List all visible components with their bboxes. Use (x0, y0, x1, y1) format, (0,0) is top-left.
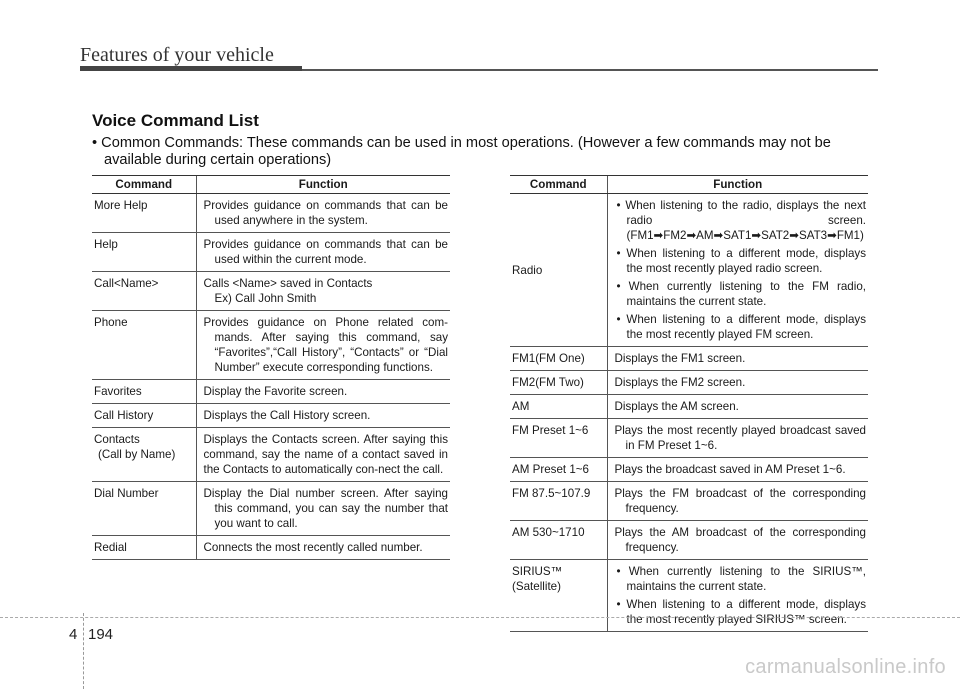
function-cell (607, 458, 868, 482)
function-example: Ex) Call John Smith (214, 292, 317, 305)
command-cell: Call History (92, 404, 196, 428)
table-row (510, 395, 868, 419)
intro-paragraph (92, 135, 882, 169)
table-row (510, 347, 868, 371)
function-cell (196, 404, 450, 428)
command-subtext: (Satellite) (512, 580, 561, 593)
command-text: Contacts (94, 433, 140, 446)
common-commands-table-left (92, 175, 450, 560)
function-text: Displays the FM1 screen. (614, 352, 746, 365)
table-row (92, 404, 450, 428)
function-text: Plays the FM broadcast of the corresponding frequency. (614, 487, 866, 515)
header-accent-bar (80, 66, 302, 71)
command-cell: AM 530~1710 (510, 521, 607, 560)
command-cell: FM1(FM One) (510, 347, 607, 371)
bullet-item: • When currently listening to the SIRIUS™, maintains the current state. (616, 565, 867, 593)
table-row (92, 233, 450, 272)
command-cell: AM (510, 395, 607, 419)
command-cell: More Help (92, 194, 196, 233)
function-text: Provides guidance on Phone related com-mands. After saying this command, say “Favorites”,“Call History”, “Contacts” or “Dial Number” execute corresponding functions. (203, 316, 448, 374)
function-text: Plays the AM broadcast of the corresponding frequency. (614, 526, 866, 554)
function-text: Calls <Name> saved in Contacts (203, 277, 373, 290)
function-cell (196, 428, 450, 482)
function-cell (196, 536, 450, 560)
page-header-title: Features of your vehicle (80, 44, 274, 66)
function-cell (607, 521, 868, 560)
function-cell (196, 311, 450, 380)
command-cell (92, 428, 196, 482)
function-text: Displays the FM2 screen. (614, 376, 746, 389)
bullet-item: • When currently listening to the FM radio, maintains the current state. (616, 280, 866, 308)
header-rule (302, 69, 878, 71)
table-row (510, 482, 868, 521)
command-cell (510, 560, 607, 632)
function-cell (607, 371, 868, 395)
section-title: Voice Command List (92, 111, 259, 130)
table-row (92, 380, 450, 404)
command-text: SIRIUS™ (512, 565, 563, 578)
command-cell: FM2(FM Two) (510, 371, 607, 395)
command-cell: Help (92, 233, 196, 272)
bullet-item: • When listening to a different mode, displays the most recently played FM screen. (616, 313, 866, 341)
function-cell (607, 419, 868, 458)
command-cell: Dial Number (92, 482, 196, 536)
function-cell (196, 380, 450, 404)
function-cell (196, 194, 450, 233)
function-text: Displays the AM screen. (614, 400, 739, 413)
function-text: Connects the most recently called number. (203, 541, 423, 554)
table-row (92, 194, 450, 233)
function-text: Displays the Call History screen. (203, 409, 371, 422)
command-cell: Phone (92, 311, 196, 380)
function-text: Plays the most recently played broadcast saved in FM Preset 1~6. (614, 424, 866, 452)
bullet-item: • When listening to the radio, displays the next radio screen. (FM1➡FM2➡AM➡SAT1➡SAT2➡SAT3➡FM1) (616, 199, 867, 242)
column-header-command: Command (92, 176, 196, 194)
intro-line-1: • Common Commands: These commands can be used in most operations. (However a few commands may not be (92, 135, 831, 151)
intro-line-2: available during certain operations) (104, 152, 332, 168)
table-row (510, 560, 868, 632)
command-cell: Redial (92, 536, 196, 560)
function-cell (607, 482, 868, 521)
table-row (92, 536, 450, 560)
function-cell (607, 194, 868, 347)
table-row (510, 371, 868, 395)
page-number: 194 (88, 626, 114, 643)
chapter-number: 4 (69, 626, 78, 643)
bullet-item: • When listening to a different mode, displays the most recently played radio screen. (616, 247, 866, 275)
column-header-function: Function (196, 176, 450, 194)
table-row (92, 482, 450, 536)
bullet-item: • When listening to a different mode, displays the most recently played SIRIUS™ screen. (616, 598, 866, 626)
function-text: Provides guidance on commands that can be used within the current mode. (203, 238, 448, 266)
function-cell (196, 482, 450, 536)
table-row (510, 521, 868, 560)
command-cell: Favorites (92, 380, 196, 404)
table-row (92, 272, 450, 311)
function-cell (196, 272, 450, 311)
table-header-row (92, 176, 450, 194)
column-header-command: Command (510, 176, 607, 194)
footer-rule (0, 617, 960, 618)
function-text: Display the Favorite screen. (203, 385, 348, 398)
command-cell: FM 87.5~107.9 (510, 482, 607, 521)
command-cell: Call<Name> (92, 272, 196, 311)
command-cell: FM Preset 1~6 (510, 419, 607, 458)
command-cell: Radio (510, 194, 607, 347)
command-cell: AM Preset 1~6 (510, 458, 607, 482)
table-row (510, 458, 868, 482)
watermark-text: carmanualsonline.info (745, 656, 946, 678)
table-row (510, 419, 868, 458)
footer-divider (83, 613, 84, 689)
function-text: Displays the Contacts screen. After saying this command, say the name of a contact saved in the Contacts to automatically con-nect the call. (203, 433, 448, 476)
function-cell (607, 395, 868, 419)
table-row (510, 194, 868, 347)
command-subtext: (Call by Name) (98, 448, 176, 461)
function-text: Provides guidance on commands that can be used anywhere in the system. (203, 199, 448, 227)
table-row (92, 428, 450, 482)
function-cell (607, 560, 868, 632)
common-commands-table-right (510, 175, 868, 632)
function-cell (196, 233, 450, 272)
table-header-row (510, 176, 868, 194)
function-text: Plays the broadcast saved in AM Preset 1~6. (614, 463, 846, 476)
function-cell (607, 347, 868, 371)
column-header-function: Function (607, 176, 868, 194)
table-row (92, 311, 450, 380)
function-text: Display the Dial number screen. After saying this command, you can say the number that you want to call. (203, 487, 448, 530)
